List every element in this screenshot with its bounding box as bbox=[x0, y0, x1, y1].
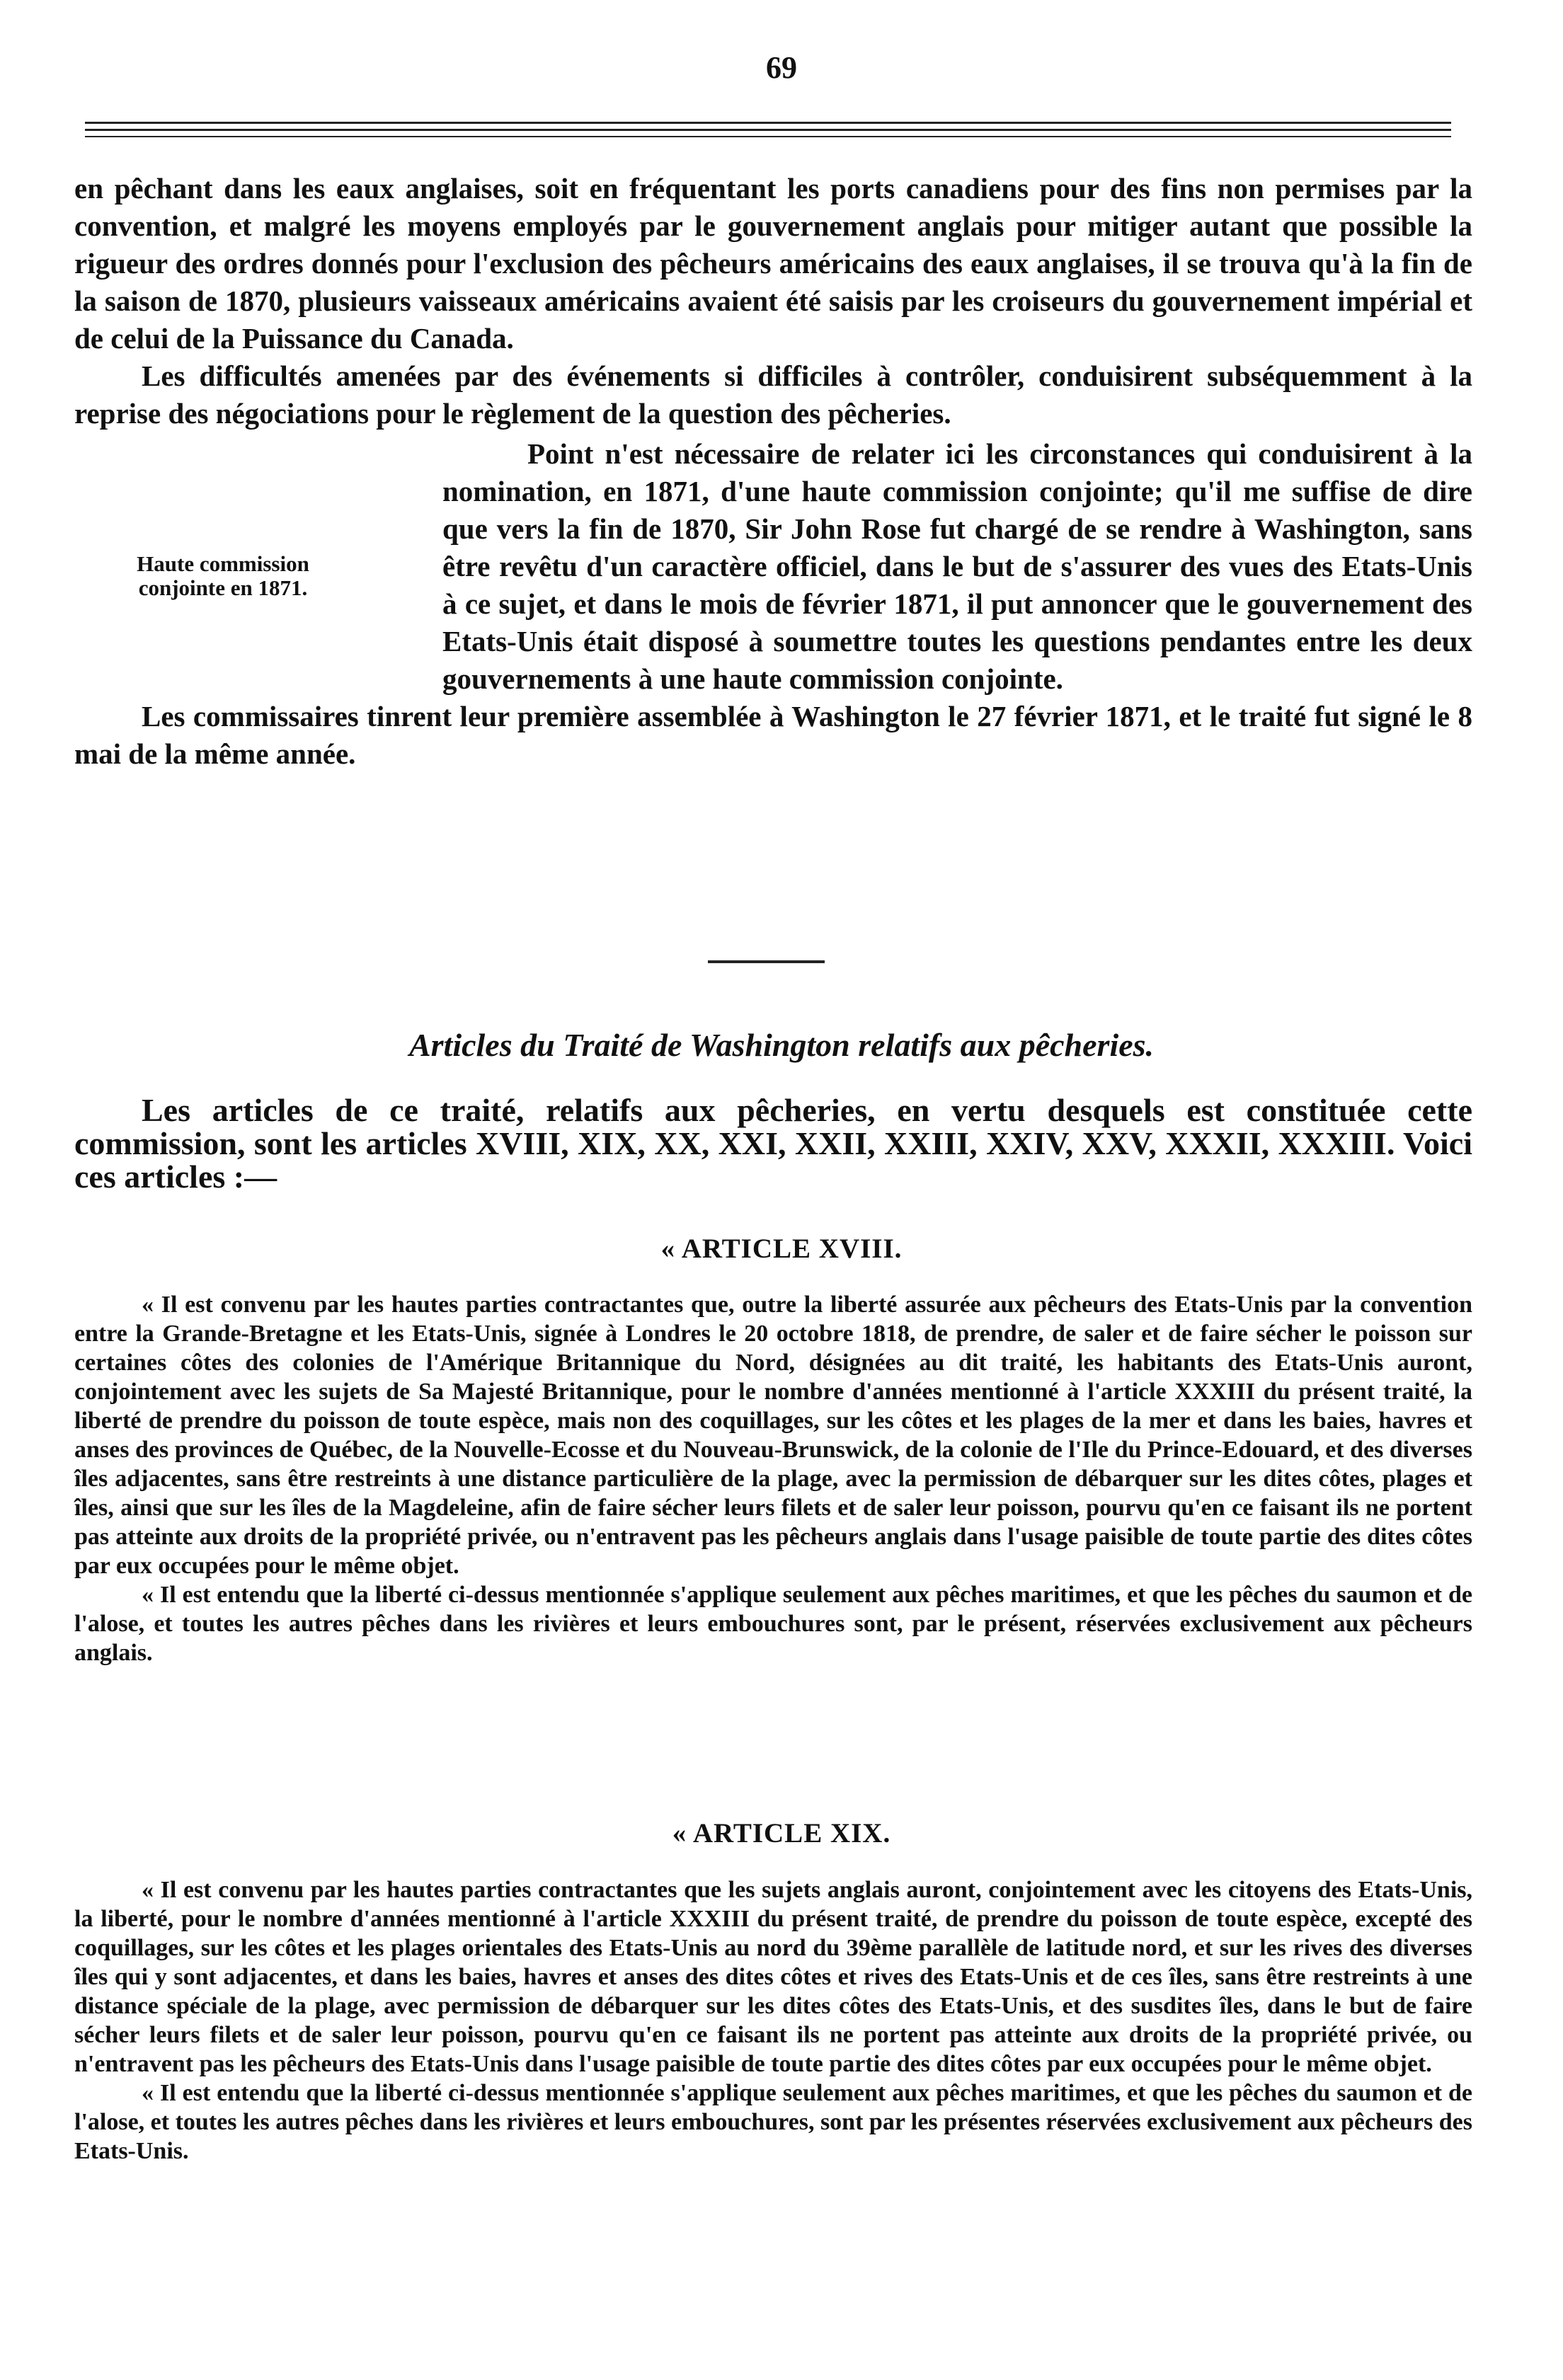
header-rule bbox=[85, 129, 1451, 131]
header-rule bbox=[85, 136, 1451, 137]
article-18-heading: « ARTICLE XVIII. bbox=[660, 1234, 903, 1264]
section-intro bbox=[74, 1093, 1472, 1193]
section-title: Articles du Traité de Washington relatifs aux pêcheries. bbox=[408, 1027, 1155, 1063]
header-rule bbox=[85, 122, 1451, 124]
intro-text bbox=[74, 170, 1472, 773]
paragraph: « Il est convenu par les hautes parties contractantes que les sujets anglais auront, conjointement avec les citoyens des Etats-Unis, la liberté, pour le nombre d'années mentionné à l'article XXXIII du présent traité, de prendre du poisson de toute espèce, excepté des coquillages, sur les côtes et les plages orientales des Etats-Unis au nord du 39ème parallèle de latitude nord, et sur les rives des diverses îles qui y sont adjacentes, et dans les baies, havres et anses des dites côtes et rives des Etats-Unis et de ces îles, sans être restreints à une distance spéciale de la plage, avec permission de débarquer sur les dites côtes des Etats-Unis, et des susdites îles, dans le but de faire sécher leurs filets et de saler leur poisson, pourvu qu'en ce faisant ils ne portent pas atteinte aux droits de la propriété privée, ou n'entravent pas les pêcheurs des Etats-Unis dans l'usage paisible de toute partie des dites côtes par eux occupées pour le même objet. bbox=[74, 1877, 1472, 2077]
margin-note-line: Haute commission bbox=[137, 551, 309, 576]
paragraph: « Il est entendu que la liberté ci-dessus mentionnée s'applique seulement aux pêches maritimes, et que les pêches du saumon et de l'alose, et toutes les autres pêches dans les rivières et leurs embouchures, sont par les présentes réservées exclusivement aux pêcheurs des Etats-Unis. bbox=[74, 2080, 1472, 2164]
paragraph: en pêchant dans les eaux anglaises, soit en fréquentant les ports canadiens pour des fins non permises par la convention, et malgré les moyens employés par le gouvernement anglais pour mitiger autant que possible la rigueur des ordres donnés pour l'exclusion des pêcheurs américains des eaux anglaises, il se trouva qu'à la fin de la saison de 1870, plusieurs vaisseaux américains avaient été saisis par les croiseurs du gouvernement impérial et de celui de la Puissance du Canada. bbox=[74, 172, 1472, 355]
article-19-text bbox=[74, 1875, 1472, 2166]
margin-note bbox=[74, 552, 372, 600]
article-19-heading: « ARTICLE XIX. bbox=[672, 1818, 891, 1849]
page-number: 69 bbox=[766, 50, 797, 85]
paragraph: « Il est entendu que la liberté ci-dessus mentionnée s'applique seulement aux pêches maritimes, et que les pêches du saumon et de l'alose, et toutes les autres pêches dans les rivières et leurs embouchures sont, par le présent, réservées exclusivement aux pêcheurs anglais. bbox=[74, 1582, 1472, 1666]
paragraph: Les articles de ce traité, relatifs aux pêcheries, en vertu desquels est constituée cette commission, sont les articles XVIII, XIX, XX, XXI, XXII, XXIII, XXIV, XXV, XXXII, XXXIII. Voici ces articles :— bbox=[74, 1092, 1472, 1195]
section-divider bbox=[708, 960, 825, 963]
margin-note-line: conjointe en 1871. bbox=[138, 575, 308, 600]
article-18-text bbox=[74, 1290, 1472, 1667]
paragraph: Les difficultés amenées par des événements si difficiles à contrôler, conduisirent subséquemment à la reprise des négociations pour le règlement de la question des pêcheries. bbox=[74, 360, 1472, 430]
paragraph: « Il est convenu par les hautes parties contractantes que, outre la liberté assurée aux pêcheurs des Etats-Unis par la convention entre la Grande-Bretagne et les Etats-Unis, signée à Londres le 20 octobre 1818, de prendre, de saler et de faire sécher le poisson sur certaines côtes des colonies de l'Amérique Britannique du Nord, désignées au dit traité, les habitants des Etats-Unis auront, conjointement avec les sujets de Sa Majesté Britannique, pour le nombre d'années mentionné à l'article XXXIII du présent traité, la liberté de prendre du poisson de toute espèce, mais non des coquillages, sur les côtes et les plages de la mer et dans les baies, havres et anses des provinces de Québec, de la Nouvelle-Ecosse et du Nouveau-Brunswick, de la colonie de l'Ile du Prince-Edouard, et des diverses îles adjacentes, sans être restreints à une distance particulière de la plage, avec la permission de débarquer sur les dites côtes, plages et îles, ainsi que sur les îles de la Magdeleine, afin de faire sécher leurs filets et de saler leur poisson, pourvu qu'en ce faisant ils ne portent pas atteinte aux droits de la propriété privée, ou n'entravent pas les pêcheurs anglais dans l'usage paisible de toute partie des dites côtes par eux occupées pour le même objet. bbox=[74, 1292, 1472, 1579]
paragraph: Point n'est nécessaire de relater ici les circonstances qui conduisirent à la nomination, en 1871, d'une haute commission conjointe; qu'il me suffise de dire que vers la fin de 1870, Sir John Rose fut chargé de se rendre à Washington, sans être revêtu d'un caractère officiel, dans le but de s'assurer des vues des Etats-Unis à ce sujet, et dans le mois de février 1871, il put annoncer que le gouvernement des Etats-Unis était disposé à soumettre toutes les questions pendantes entre les deux gouvernements à une haute commission conjointe. bbox=[442, 437, 1472, 695]
paragraph: Les commissaires tinrent leur première assemblée à Washington le 27 février 1871, et le traité fut signé le 8 mai de la même année. bbox=[74, 700, 1472, 770]
